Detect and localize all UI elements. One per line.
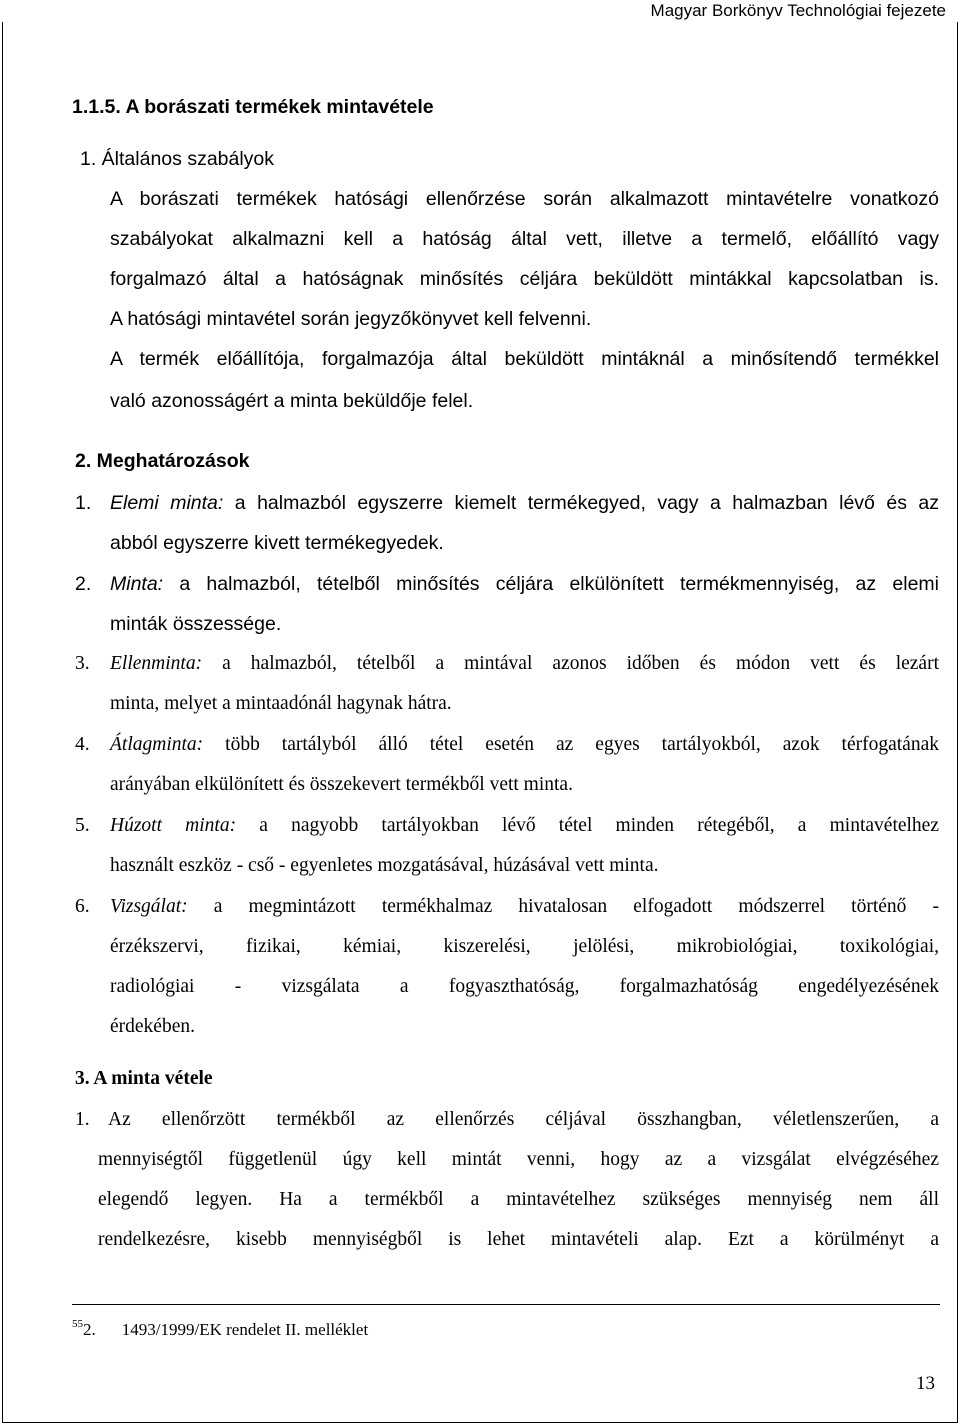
definition-text: használt eszköz - cső - egyenletes mozgatásával, húzásával vett minta. <box>110 855 659 876</box>
definition-item <box>110 896 939 918</box>
definition-number: 6. <box>75 896 90 917</box>
definition-number: 3. <box>75 653 90 674</box>
general-line: A borászati termékek hatósági ellenőrzése során alkalmazott mintavételre vonatkozó <box>110 188 939 210</box>
general-line: forgalmazó által a hatóságnak minősítés céljára beküldött mintákkal kapcsolatban is. <box>110 268 939 290</box>
sampling-line: mennyiségtől függetlenül úgy kell mintát venni, hogy az a vizsgálat elvégzéséhez <box>98 1149 939 1170</box>
definition-number: 1. <box>75 492 92 514</box>
definition-number: 4. <box>75 734 90 755</box>
definition-term: Elemi minta: <box>110 492 224 514</box>
general-line: szabályokat alkalmazni kell a hatóság által vett, illetve a termelő, előállító vagy <box>110 228 939 250</box>
sampling-line: elegendő legyen. Ha a termékből a mintavételhez szükséges mennyiség nem áll <box>98 1189 939 1210</box>
definition-item <box>110 653 939 675</box>
definition-text: a halmazból egyszerre kiemelt termékegyed, vagy a halmazban lévő és az <box>223 492 939 514</box>
definition-item <box>110 492 939 515</box>
general-line: A hatósági mintavétel során jegyzőkönyvet kell felvenni. <box>110 308 592 330</box>
running-header: Magyar Borkönyv Technológiai fejezete <box>650 1 946 20</box>
definition-text: arányában elkülönített és összekevert termékből vett minta. <box>110 774 573 795</box>
definition-text: a megmintázott termékhalmaz hivatalosan elfogadott módszerrel történő - <box>187 896 939 917</box>
definition-text: a halmazból, tételből a mintával azonos időben és módon vett és lezárt <box>202 653 939 674</box>
definition-text: érdekében. <box>110 1016 195 1037</box>
definition-item <box>110 573 939 596</box>
footnote <box>72 1318 368 1340</box>
footnote-marker: 55 <box>72 1318 83 1330</box>
sampling-number: 1. <box>75 1109 90 1130</box>
sampling-heading: 3. A minta vétele <box>75 1068 213 1089</box>
definition-term: Vizsgálat: <box>110 896 188 917</box>
general-line: A termék előállítója, forgalmazója által beküldött mintáknál a minősítendő termékkel <box>110 348 939 370</box>
footnote-number: 2. <box>83 1320 96 1339</box>
general-heading: 1. Általános szabályok <box>80 148 275 170</box>
general-line: való azonosságért a minta beküldője felel. <box>110 390 474 412</box>
section-title: 1.1.5. A borászati termékek mintavétele <box>72 96 434 118</box>
definition-item <box>110 815 939 837</box>
definition-text: radiológiai - vizsgálata a fogyaszthatóság, forgalmazhatóság engedélyezésének <box>110 976 939 997</box>
definition-term: Átlagminta: <box>110 734 204 755</box>
definition-text: a halmazból, tételből minősítés céljára elkülönített termékmennyiség, az elemi <box>163 573 939 595</box>
definition-term: Húzott minta: <box>110 815 237 836</box>
sampling-line: rendelkezésre, kisebb mennyiségből is lehet mintavételi alap. Ezt a körülményt a <box>98 1229 939 1250</box>
footnote-divider <box>72 1304 940 1305</box>
definition-text: a nagyobb tartályokban lévő tétel minden rétegéből, a mintavételhez <box>236 815 939 836</box>
definition-text: abból egyszerre kivett termékegyedek. <box>110 532 444 554</box>
definition-text: minták összessége. <box>110 613 282 635</box>
definitions-heading: 2. Meghatározások <box>75 450 250 472</box>
definition-number: 2. <box>75 573 92 595</box>
sampling-line: Az ellenőrzött termékből az ellenőrzés céljával összhangban, véletlenszerűen, a <box>108 1109 939 1130</box>
definition-text: érzékszervi, fizikai, kémiai, kiszerelési, jelölési, mikrobiológiai, toxikológiai, <box>110 936 939 957</box>
definition-text: minta, melyet a mintaadónál hagynak hátra. <box>110 693 452 714</box>
definition-number: 5. <box>75 815 90 836</box>
definition-item <box>110 734 939 756</box>
page-number: 13 <box>916 1373 935 1394</box>
definition-text: több tartályból álló tétel esetén az egyes tartályokból, azok térfogatának <box>203 734 939 755</box>
footnote-text: 1493/1999/EK rendelet II. melléklet <box>121 1320 369 1339</box>
definition-term: Ellenminta: <box>110 653 203 674</box>
definition-term: Minta: <box>110 573 164 595</box>
